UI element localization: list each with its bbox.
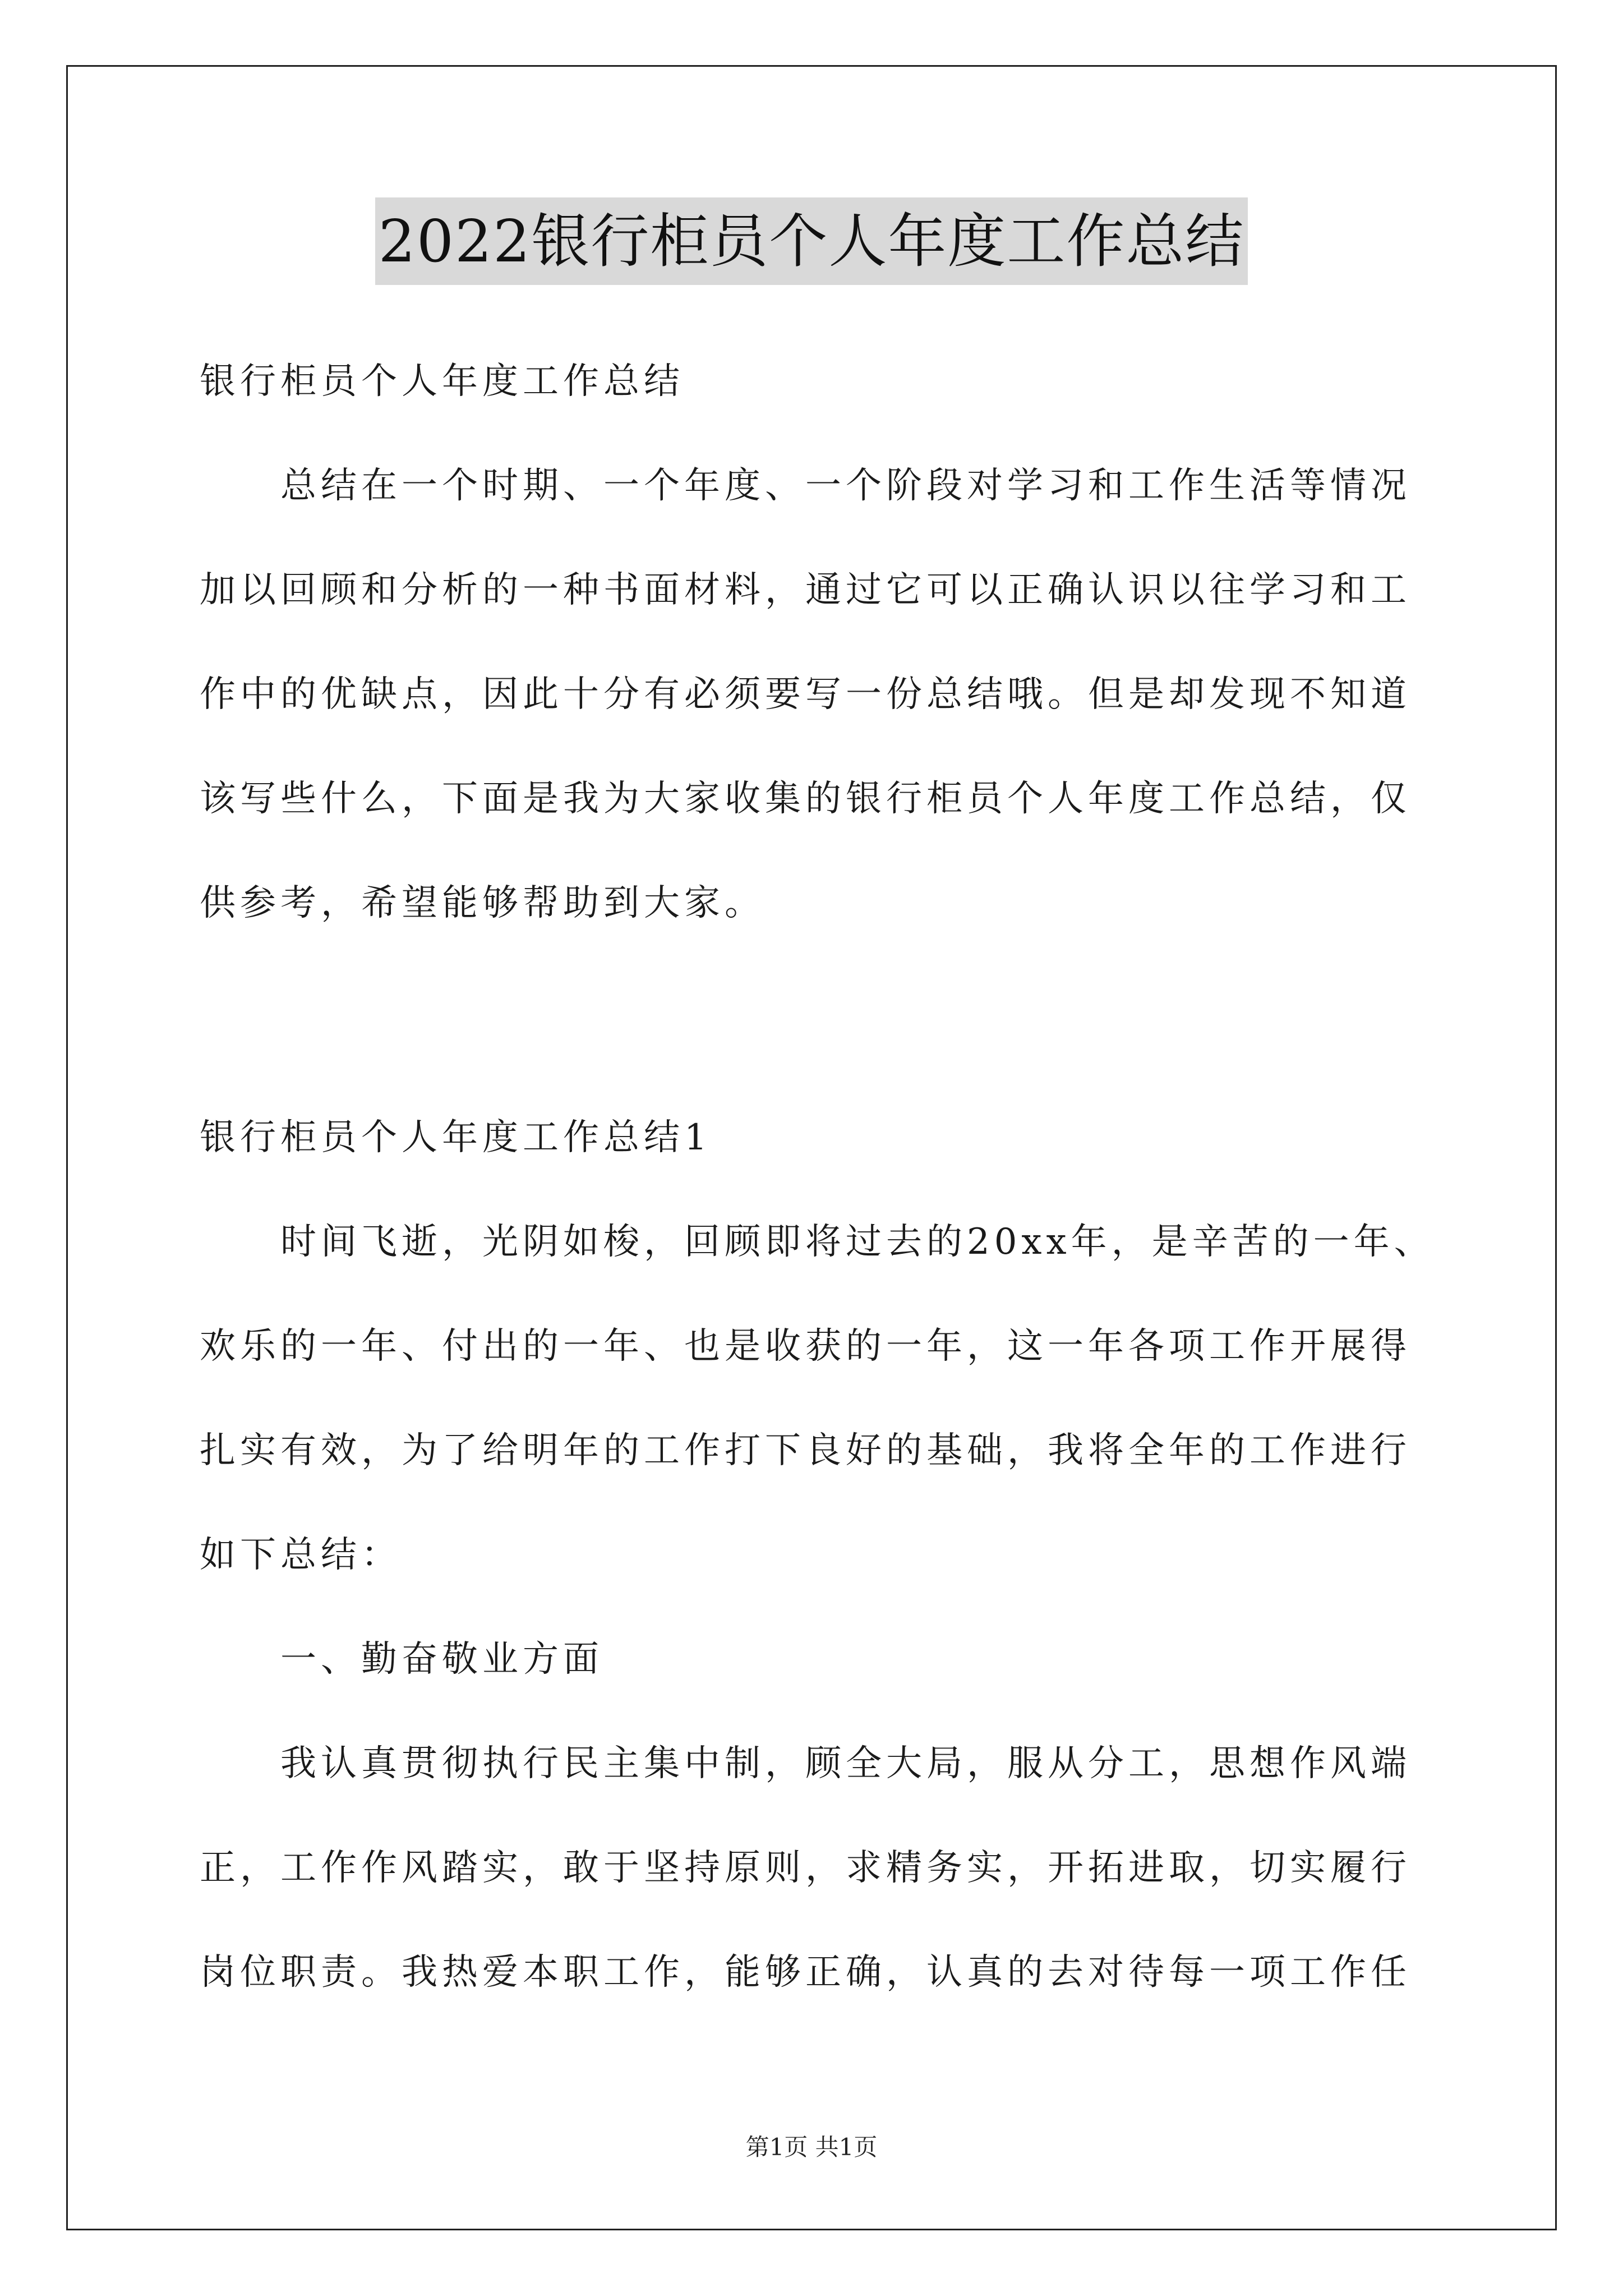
page-footer: 第1页 共1页	[745, 2133, 878, 2161]
section-heading: 银行柜员个人年度工作总结	[200, 361, 684, 402]
paragraph-line: 我认真贯彻执行民主集中制，顾全大局，服从分工，思想作风端	[280, 1743, 1411, 1784]
paragraph-line: 扎实有效，为了给明年的工作打下良好的基础，我将全年的工作进行	[200, 1430, 1411, 1471]
document-title: 2022银行柜员个人年度工作总结	[375, 197, 1248, 285]
paragraph-line: 该写些什么，下面是我为大家收集的银行柜员个人年度工作总结，仅	[200, 778, 1411, 820]
subsection-heading: 一、勤奋敬业方面	[280, 1639, 603, 1680]
paragraph-line: 供参考，希望能够帮助到大家。	[200, 882, 765, 924]
paragraph-line: 欢乐的一年、付出的一年、也是收获的一年，这一年各项工作开展得	[200, 1326, 1411, 1367]
paragraph-line: 如下总结：	[200, 1534, 402, 1576]
paragraph-line: 总结在一个时期、一个年度、一个阶段对学习和工作生活等情况	[280, 465, 1411, 507]
title-container	[0, 197, 1623, 285]
paragraph-line: 作中的优缺点，因此十分有必须要写一份总结哦。但是却发现不知道	[200, 674, 1411, 715]
paragraph-line: 时间飞逝，光阴如梭，回顾即将过去的20xx年，是辛苦的一年、	[280, 1221, 1435, 1263]
paragraph-line: 岗位职责。我热爱本职工作，能够正确，认真的去对待每一项工作任	[200, 1952, 1411, 1993]
paragraph-line: 加以回顾和分析的一种书面材料，通过它可以正确认识以往学习和工	[200, 569, 1411, 611]
section-heading: 银行柜员个人年度工作总结1	[200, 1117, 712, 1158]
paragraph-line: 正，工作作风踏实，敢于坚持原则，求精务实，开拓进取，切实履行	[200, 1847, 1411, 1889]
